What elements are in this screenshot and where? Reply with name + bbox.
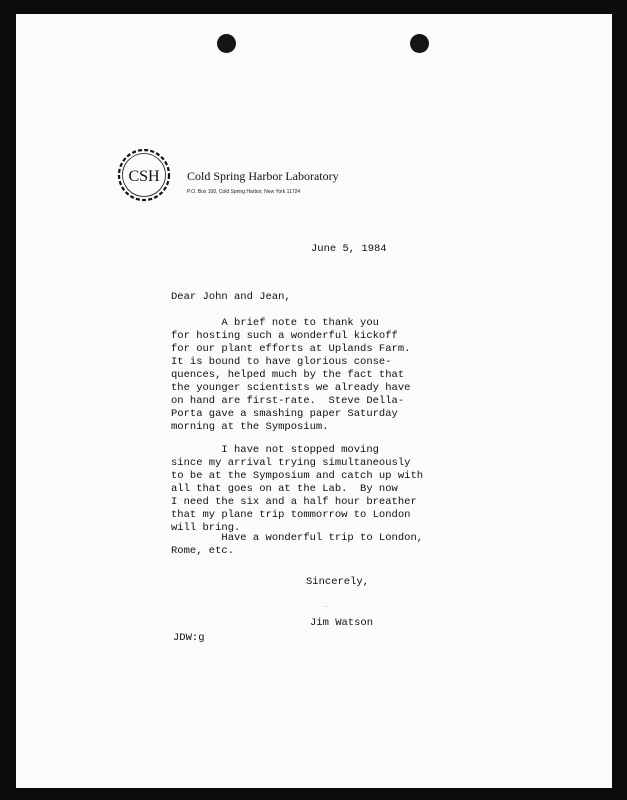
punch-hole-left xyxy=(217,34,236,53)
letter-date: June 5, 1984 xyxy=(311,243,387,255)
csh-logo-icon xyxy=(116,147,172,203)
organization-address: P.O. Box 100, Cold Spring Harbor, New York 11724 xyxy=(187,189,301,195)
paragraph-line: the younger scientists we already have xyxy=(171,382,411,394)
paragraph-line: quences, helped much by the fact that xyxy=(171,369,405,381)
paragraph-line: Have a wonderful trip to London, xyxy=(171,532,424,544)
paragraph-line: Porta gave a smashing paper Saturday xyxy=(171,408,398,420)
paragraph-line: I have not stopped moving xyxy=(171,444,379,456)
paragraph-farewell xyxy=(171,532,431,558)
organization-name: Cold Spring Harbor Laboratory xyxy=(187,169,339,183)
paragraph-line: all that goes on at the Lab. By now xyxy=(171,483,398,495)
paragraph-line: to be at the Symposium and catch up with xyxy=(171,470,424,482)
typist-initials: JDW:g xyxy=(173,632,205,644)
letter-page xyxy=(16,14,612,788)
paragraph-line: on hand are first-rate. Steve Della- xyxy=(171,395,405,407)
paragraph-line: I need the six and a half hour breather xyxy=(171,496,417,508)
closing: Sincerely, xyxy=(306,576,370,588)
paragraph-line: Rome, etc. xyxy=(171,545,235,557)
logo-text: CSH xyxy=(128,168,160,185)
signature-mark: -- · xyxy=(324,604,332,610)
salutation: Dear John and Jean, xyxy=(171,291,291,303)
paragraph-line: that my plane trip tommorrow to London xyxy=(171,509,411,521)
paragraph-line: morning at the Symposium. xyxy=(171,421,329,433)
paragraph-line: for hosting such a wonderful kickoff xyxy=(171,330,398,342)
paragraph-line: for our plant efforts at Uplands Farm. xyxy=(171,343,411,355)
paragraph-line: A brief note to thank you xyxy=(171,317,379,329)
signer-name: Jim Watson xyxy=(310,617,374,629)
punch-hole-right xyxy=(410,34,429,53)
paragraph-line: will bring. xyxy=(171,522,241,534)
paragraph-line: It is bound to have glorious conse- xyxy=(171,356,392,368)
paragraph-line: since my arrival trying simultaneously xyxy=(171,457,411,469)
paragraph-thanks xyxy=(171,317,431,434)
paragraph-busy xyxy=(171,444,431,535)
